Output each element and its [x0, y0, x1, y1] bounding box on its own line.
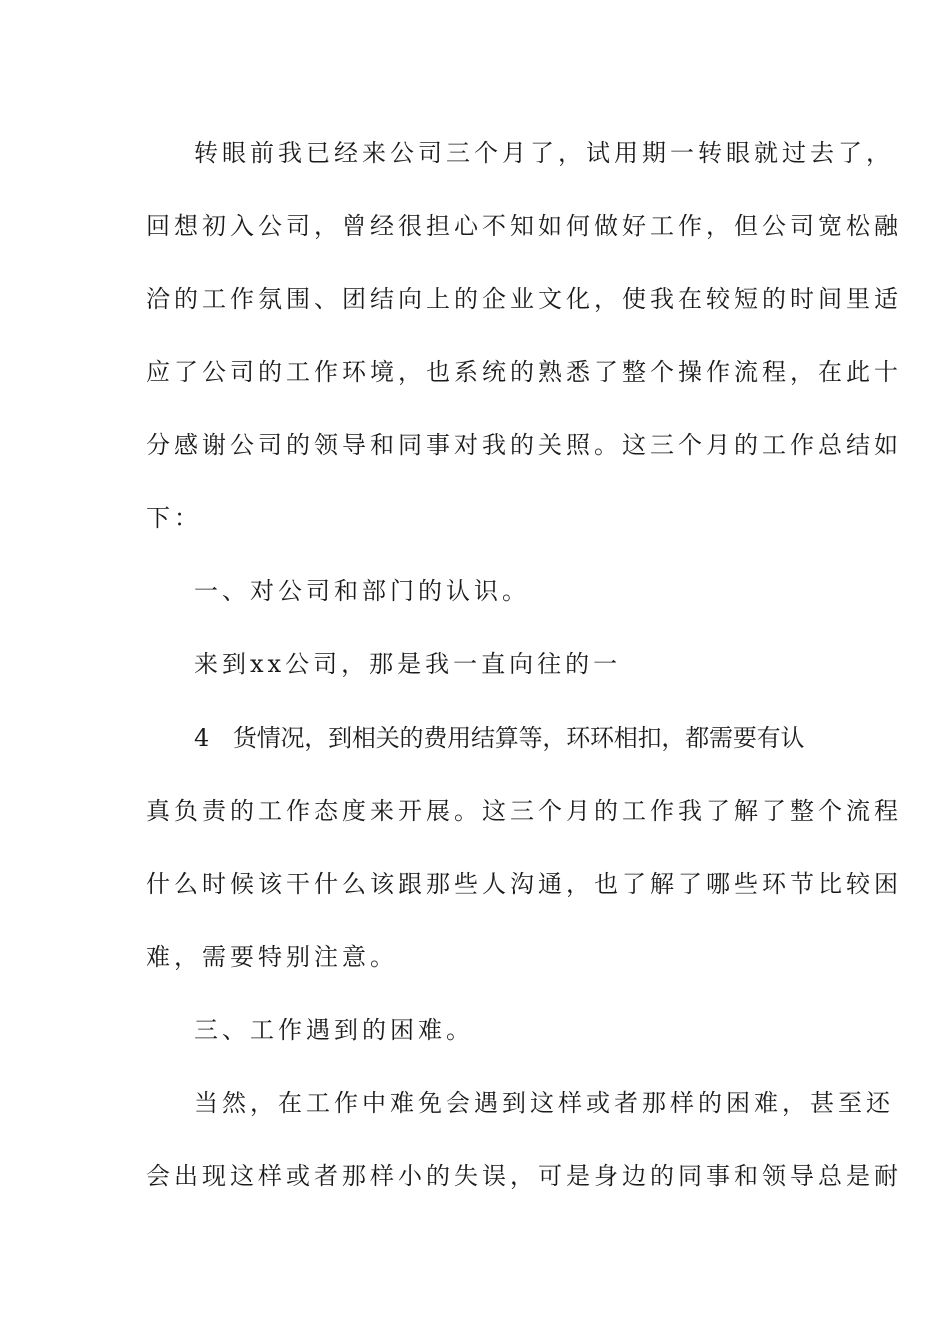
text-line: 分感谢公司的领导和同事对我的关照。这三个月的工作总结如 — [146, 431, 902, 459]
text-line: 当然，在工作中难免会遇到这样或者那样的困难，甚至还 — [194, 1089, 894, 1117]
text-line: 什么时候该干什么该跟那些人沟通，也了解了哪些环节比较困 — [146, 870, 902, 898]
text-line: 下： — [146, 504, 202, 532]
text-line: 洽的工作氛围、团结向上的企业文化，使我在较短的时间里适 — [146, 285, 902, 313]
text-line: 真负责的工作态度来开展。这三个月的工作我了解了整个流程 — [146, 797, 902, 825]
text-line: 回想初入公司，曾经很担心不知如何做好工作，但公司宽松融 — [146, 212, 902, 240]
text-line: 会出现这样或者那样小的失误，可是身边的同事和领导总是耐 — [146, 1162, 902, 1190]
text-line: 来到xx公司，那是我一直向往的一 — [194, 650, 622, 678]
text-line: 4 货情况，到相关的费用结算等，环环相扣，都需要有认 — [194, 724, 805, 752]
section-heading: 三、工作遇到的困难。 — [194, 1016, 474, 1044]
section-heading: 一、对公司和部门的认识。 — [194, 577, 530, 605]
text-line: 应了公司的工作环境，也系统的熟悉了整个操作流程，在此十 — [146, 358, 902, 386]
text-line: 难，需要特别注意。 — [146, 943, 398, 971]
text-line: 转眼前我已经来公司三个月了，试用期一转眼就过去了， — [194, 139, 894, 167]
